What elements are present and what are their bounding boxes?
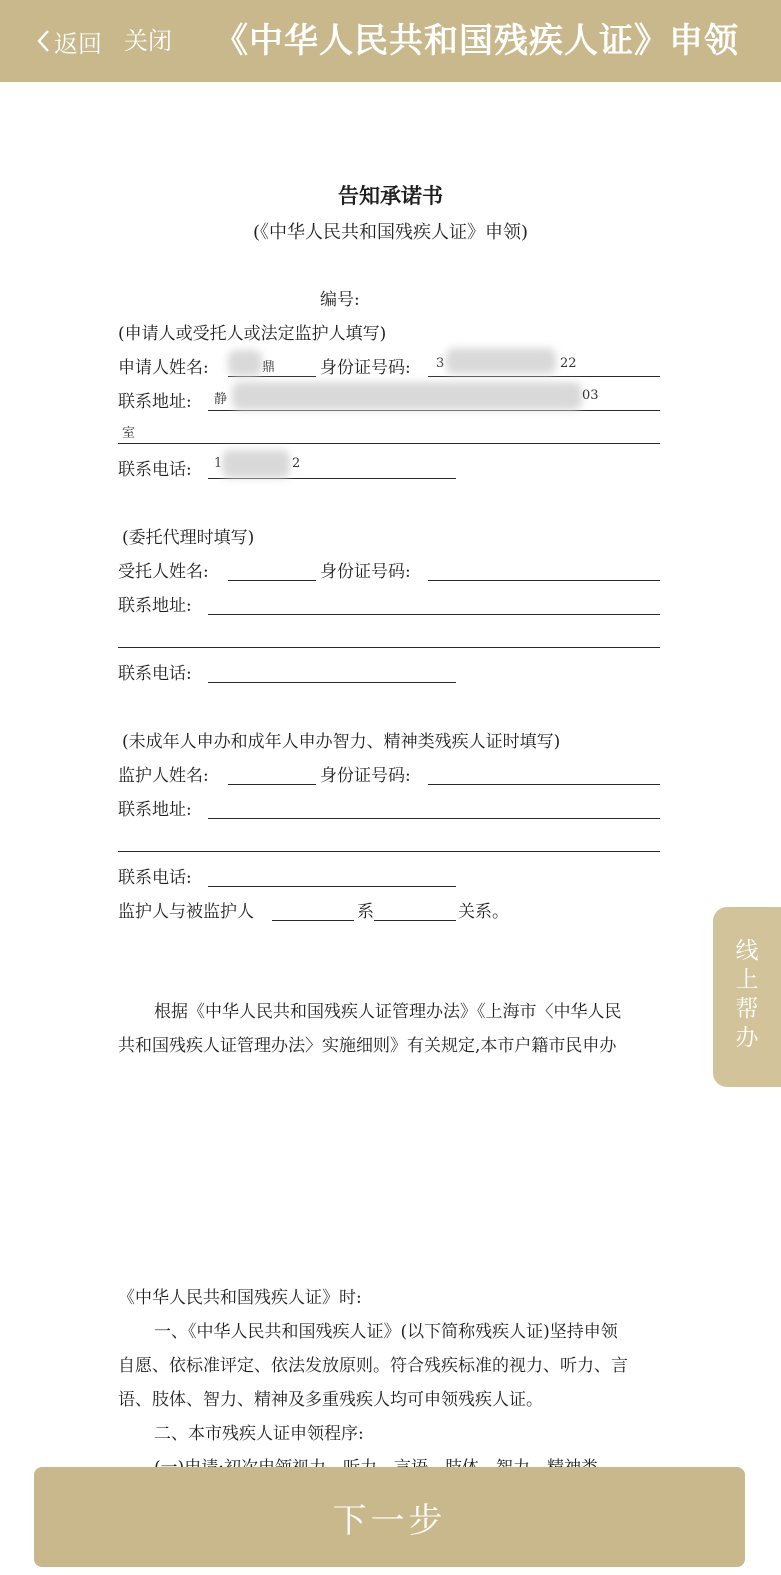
redaction-blur [446, 348, 556, 374]
online-help-char: 上 [735, 967, 759, 993]
applicant-id-value-end: 22 [560, 356, 577, 371]
applicant-name-value: 鼎 [262, 360, 276, 375]
online-help-char: 帮 [735, 996, 759, 1022]
applicant-address-line [208, 410, 660, 411]
relation-mid: 系 [357, 902, 374, 922]
relation-line-1 [272, 920, 354, 921]
agent-name-label: 受托人姓名: [118, 562, 209, 582]
applicant-name-line [228, 376, 316, 377]
applicant-address-label: 联系地址: [118, 392, 192, 412]
applicant-phone-end: 2 [292, 456, 301, 471]
guardian-phone-label: 联系电话: [118, 868, 192, 888]
applicant-phone-line [208, 478, 456, 479]
guardian-section-heading: (未成年人申办和成年人申办智力、精神类残疾人证时填写) [122, 732, 561, 752]
guardian-name-line [228, 784, 316, 785]
online-help-char: 线 [735, 938, 759, 964]
applicant-address-start: 静 [214, 392, 228, 407]
applicant-name-label: 申请人姓名: [118, 358, 209, 378]
applicant-id-label: 身份证号码: [320, 358, 411, 378]
agent-name-line [228, 580, 316, 581]
agent-address-label: 联系地址: [118, 596, 192, 616]
close-button[interactable]: 关闭 [124, 27, 172, 55]
online-help-char: 办 [735, 1025, 759, 1051]
relation-prefix: 监护人与被监护人 [118, 902, 254, 922]
para3-line2: 自愿、依标准评定、依法发放原则。符合残疾标准的视力、听力、言 [118, 1356, 628, 1376]
guardian-id-label: 身份证号码: [320, 766, 411, 786]
agent-phone-line [208, 682, 456, 683]
para1-line1: 根据《中华人民共和国残疾人证管理办法》《上海市〈中华人民 [154, 1002, 622, 1022]
back-label: 返回 [54, 29, 102, 58]
para2-line1: 《中华人民共和国残疾人证》时: [118, 1288, 362, 1308]
agent-id-label: 身份证号码: [320, 562, 411, 582]
redaction-blur [228, 350, 262, 376]
applicant-address-line2: 室 [122, 426, 136, 441]
chevron-left-icon [36, 29, 50, 53]
guardian-phone-line [208, 886, 456, 887]
guardian-address-line2 [118, 851, 660, 852]
agent-phone-label: 联系电话: [118, 664, 192, 684]
para3-line3: 语、肢体、智力、精神及多重残疾人均可申领残疾人证。 [118, 1390, 543, 1410]
para4-line1: 二、本市残疾人证申领程序: [154, 1424, 364, 1444]
relation-line-2 [374, 920, 456, 921]
agent-id-line [428, 580, 660, 581]
guardian-id-line [428, 784, 660, 785]
applicant-id-line [428, 376, 660, 377]
top-nav-bar [0, 0, 781, 82]
agent-section-heading: (委托代理时填写) [122, 528, 255, 548]
back-button[interactable] [36, 24, 102, 58]
agent-address-line [208, 614, 660, 615]
para1-line2: 共和国残疾人证管理办法〉实施细则》有关规定,本市户籍市民申办 [118, 1036, 617, 1056]
page-title: 《中华人民共和国残疾人证》申领 [214, 21, 739, 61]
online-help-tab[interactable] [713, 907, 781, 1087]
document-title: 告知承诺书 [338, 184, 443, 208]
online-help-label [713, 937, 781, 1053]
applicant-section-heading: (申请人或受托人或法定监护人填写) [118, 324, 387, 344]
guardian-address-line [208, 818, 660, 819]
applicant-phone-start: 1 [214, 456, 223, 471]
redaction-blur [222, 450, 290, 478]
applicant-address-end: 03 [582, 388, 599, 403]
applicant-id-value-start: 3 [436, 356, 445, 371]
applicant-address-line2-rule [118, 443, 660, 444]
document-view[interactable] [0, 82, 781, 1575]
number-label: 编号: [320, 290, 360, 310]
document-subtitle: (《中华人民共和国残疾人证》申领) [252, 222, 529, 243]
redaction-blur [232, 382, 582, 410]
guardian-address-label: 联系地址: [118, 800, 192, 820]
relation-suffix: 关系。 [458, 902, 509, 922]
next-step-button[interactable]: 下一步 [34, 1467, 745, 1567]
applicant-phone-label: 联系电话: [118, 460, 192, 480]
para3-line1: 一、《中华人民共和国残疾人证》(以下简称残疾人证)坚持申领 [154, 1322, 618, 1342]
guardian-name-label: 监护人姓名: [118, 766, 209, 786]
agent-address-line2 [118, 647, 660, 648]
